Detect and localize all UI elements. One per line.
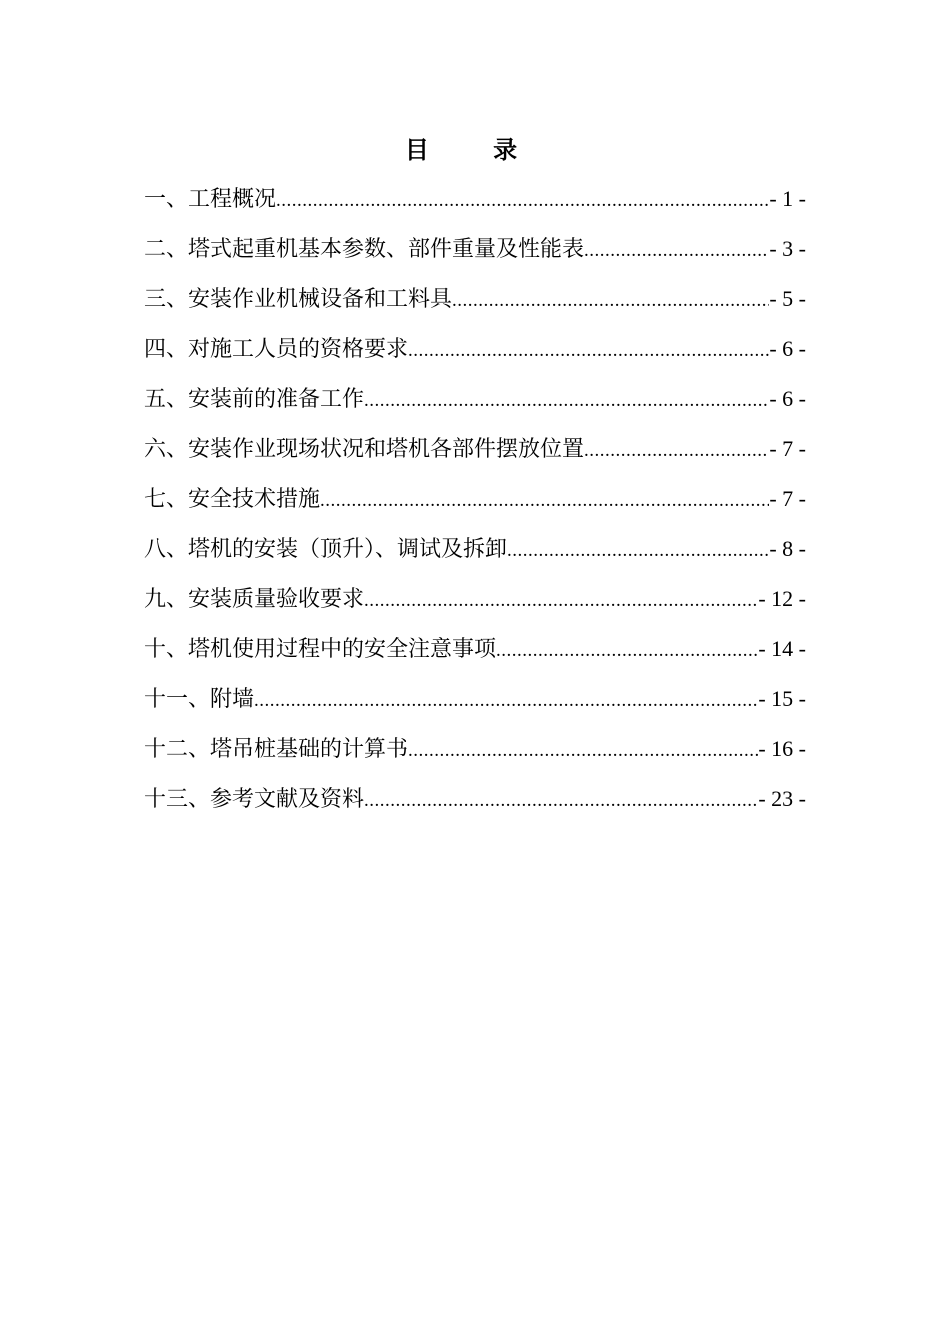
- toc-entry[interactable]: [144, 481, 806, 531]
- toc-entry[interactable]: [144, 381, 806, 431]
- toc-dot-leader: [320, 483, 769, 519]
- toc-entry-page: - 6 -: [769, 386, 806, 411]
- toc-dot-leader: [254, 683, 758, 719]
- toc-title: 目 录: [404, 135, 546, 164]
- toc-entry-page: - 1 -: [769, 186, 806, 211]
- toc-entry-page: - 23 -: [758, 786, 806, 811]
- toc-entry-page: - 3 -: [769, 236, 806, 261]
- toc-entry-label: 十一、附墙: [144, 687, 255, 712]
- toc-entry-page: - 14 -: [758, 636, 806, 661]
- toc-entry-label: 六、安装作业现场状况和塔机各部件摆放位置: [144, 437, 585, 462]
- toc-entry-label: 四、对施工人员的资格要求: [144, 337, 409, 362]
- toc-dot-leader: [276, 183, 769, 219]
- toc-entry[interactable]: [144, 431, 806, 481]
- toc-entry-page: - 12 -: [758, 586, 806, 611]
- toc-dot-leader: [507, 533, 769, 569]
- toc-entry-label: 七、安全技术措施: [144, 487, 321, 512]
- toc-dot-leader: [452, 283, 769, 319]
- toc-entry-label: 二、塔式起重机基本参数、部件重量及性能表: [144, 237, 585, 262]
- toc-entry-label: 十二、塔吊桩基础的计算书: [144, 737, 409, 762]
- toc-entry-page: - 5 -: [769, 286, 806, 311]
- toc-entry[interactable]: [144, 631, 806, 681]
- toc-entry[interactable]: [144, 781, 806, 831]
- toc-entry-label: 一、工程概况: [144, 187, 277, 212]
- toc-entry-label: 五、安装前的准备工作: [144, 387, 365, 412]
- toc-entry-label: 九、安装质量验收要求: [144, 587, 365, 612]
- toc-entry[interactable]: [144, 531, 806, 581]
- toc-dot-leader: [584, 233, 769, 269]
- toc-dot-leader: [364, 583, 758, 619]
- toc-entry-page: - 16 -: [758, 736, 806, 761]
- toc-entry[interactable]: [144, 681, 806, 731]
- toc-entry[interactable]: [144, 231, 806, 281]
- toc-entry-page: - 8 -: [769, 536, 806, 561]
- toc-entry-label: 三、安装作业机械设备和工料具: [144, 287, 453, 312]
- toc-entry[interactable]: [144, 281, 806, 331]
- toc-entry-page: - 6 -: [769, 336, 806, 361]
- toc-entry-label: 十、塔机使用过程中的安全注意事项: [144, 637, 497, 662]
- toc-entry-label: 八、塔机的安装（顶升）、调试及拆卸: [144, 537, 508, 562]
- toc-entry-page: - 15 -: [758, 686, 806, 711]
- toc-dot-leader: [364, 383, 769, 419]
- toc-entry[interactable]: [144, 331, 806, 381]
- toc-dot-leader: [408, 733, 758, 769]
- toc-entry[interactable]: [144, 181, 806, 231]
- toc-dot-leader: [584, 433, 769, 469]
- toc-dot-leader: [364, 783, 758, 819]
- toc-dot-leader: [408, 333, 769, 369]
- toc-list: [144, 181, 806, 831]
- toc-entry-page: - 7 -: [769, 486, 806, 511]
- toc-dot-leader: [496, 633, 758, 669]
- toc-entry-label: 十三、参考文献及资料: [144, 787, 365, 812]
- toc-entry-page: - 7 -: [769, 436, 806, 461]
- toc-entry[interactable]: [144, 731, 806, 781]
- toc-entry[interactable]: [144, 581, 806, 631]
